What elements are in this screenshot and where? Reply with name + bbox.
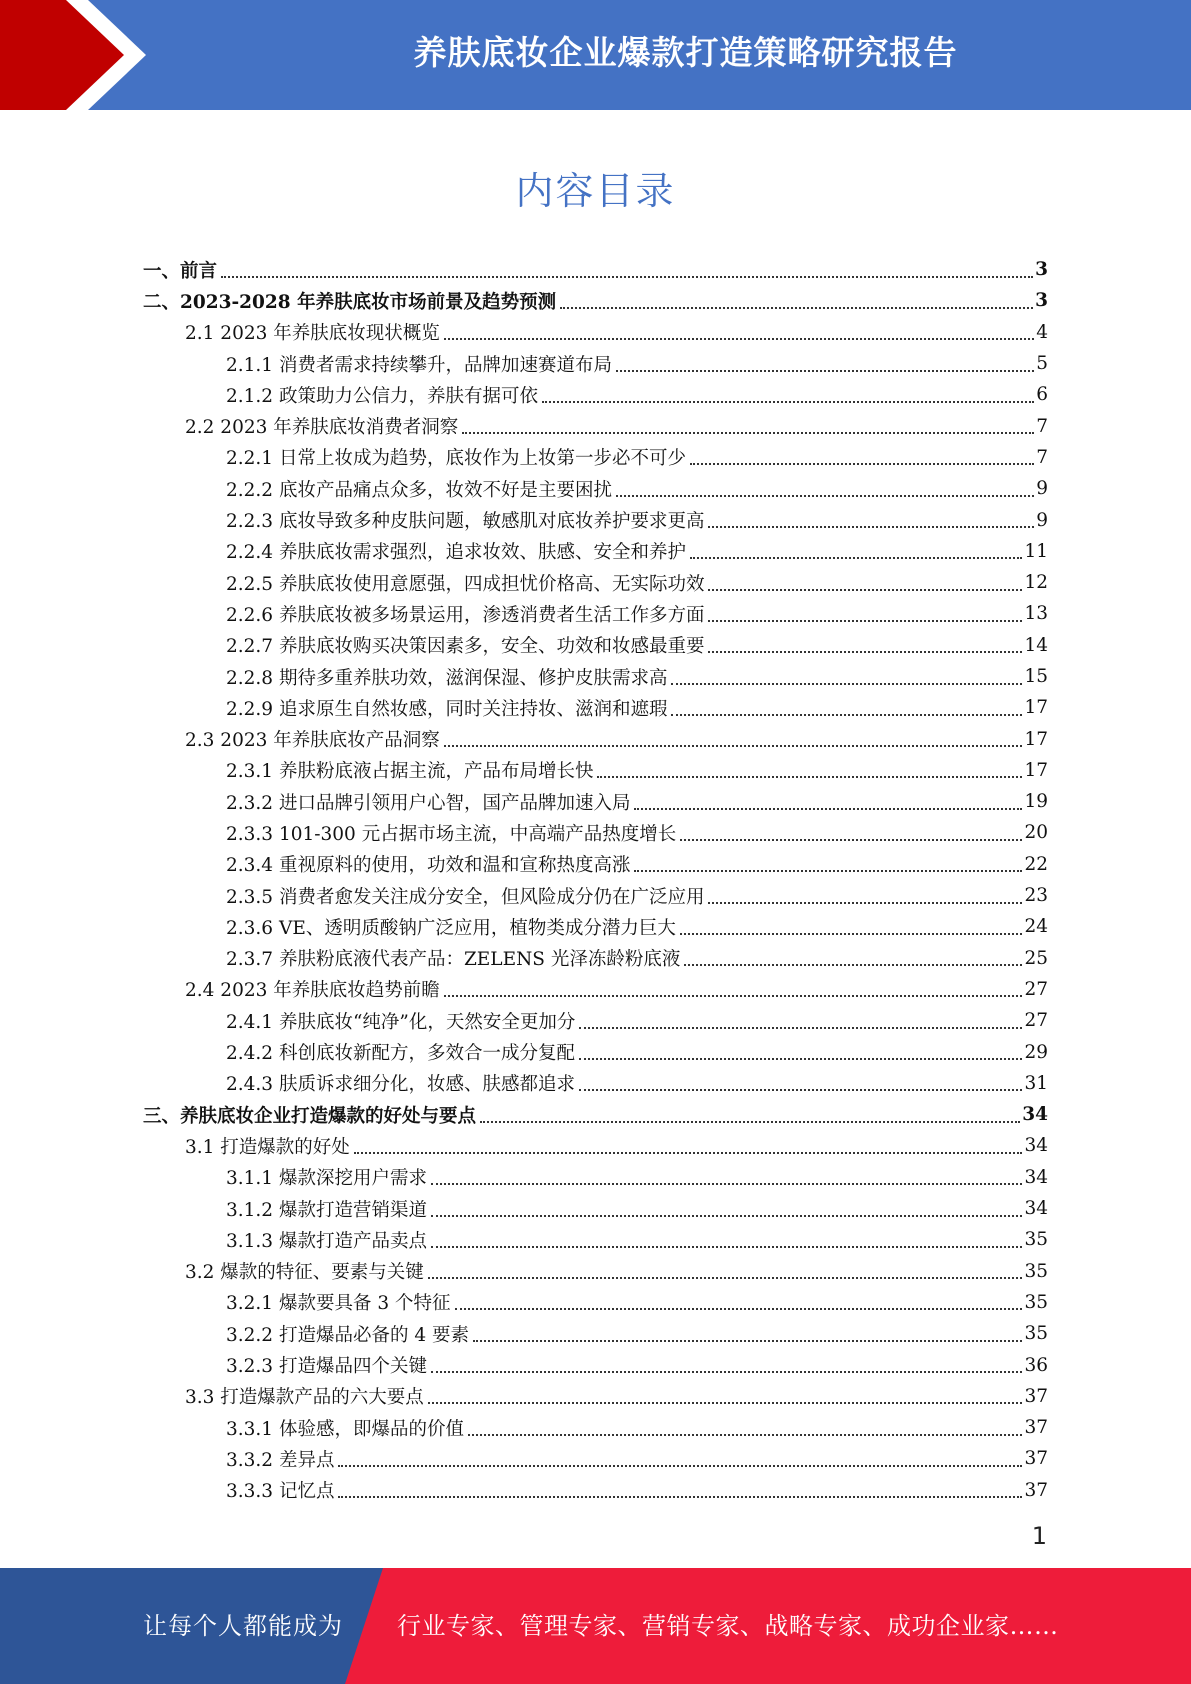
toc-entry-label: 3.2.3 打造爆品四个关键 [226,1356,427,1378]
dot-leader [616,477,1034,497]
toc-entry-label: 3.1 打造爆款的好处 [185,1136,350,1158]
toc-entry[interactable] [0,1162,1191,1193]
toc-entry-label: 2.4 2023 年养肤底妆趋势前瞻 [185,980,440,1002]
toc-entry[interactable] [0,849,1191,880]
dot-leader [455,1290,1023,1310]
toc-entry-page: 22 [1024,853,1048,875]
toc-entry-label: 2.4.2 科创底妆新配方，多效合一成分复配 [226,1043,575,1065]
toc-entry-label: 2.3.7 养肤粉底液代表产品：ZELENS 光泽冻龄粉底液 [226,949,681,971]
toc-entry-label: 3.1.2 爆款打造营销渠道 [226,1199,427,1221]
toc-entry-label: 2.2.6 养肤底妆被多场景运用，渗透消费者生活工作多方面 [226,604,705,626]
toc-entry[interactable] [0,723,1191,754]
toc-entry-page: 34 [1022,1104,1048,1126]
dot-leader [473,1322,1022,1342]
toc-entry-page: 25 [1024,947,1048,969]
toc-entry-label: 2.2.3 底妆导致多种皮肤问题，敏感肌对底妆养护要求更高 [226,511,705,533]
toc-entry-label: 3.3.3 记忆点 [226,1481,335,1503]
toc-entry[interactable] [0,786,1191,817]
toc-entry-page: 12 [1024,572,1048,594]
toc-entry-page: 24 [1024,916,1048,938]
document-title: 养肤底妆企业爆款打造策略研究报告 [413,33,958,72]
toc-entry-page: 15 [1024,666,1048,687]
toc-entry-label: 2.1.1 消费者需求持续攀升，品牌加速赛道布局 [226,354,612,376]
toc-entry-page: 9 [1036,509,1048,531]
dot-leader [616,352,1034,372]
toc-entry-label: 3.3.2 差异点 [226,1449,335,1471]
toc-entry-label: 2.4.3 肤质诉求细分化，妆感、肤感都追求 [226,1074,575,1096]
dot-leader [428,1259,1023,1279]
dot-leader [708,571,1022,591]
toc-entry-label: 2.3 2023 年养肤底妆产品洞察 [185,730,440,752]
dot-leader [354,1134,1023,1154]
toc-entry-page: 5 [1036,353,1048,375]
dot-leader [338,1478,1022,1498]
toc-entry-page: 35 [1024,1229,1048,1251]
toc-entry[interactable] [0,1193,1191,1224]
toc-entry-label: 2.3.6 VE、透明质酸钠广泛应用，植物类成分潜力巨大 [226,917,676,939]
toc-entry-page: 27 [1024,978,1048,1000]
toc-entry-label: 3.2.2 打造爆品必备的 4 要素 [226,1324,469,1346]
dot-leader [468,1416,1022,1436]
toc-entry-page: 6 [1036,384,1048,406]
dot-leader [431,1228,1022,1248]
toc-entry-label: 2.2.9 追求原生自然妆感，同时关注持妆、滋润和遮瑕 [226,698,668,720]
dot-leader [431,1165,1022,1185]
toc-entry[interactable] [0,1381,1191,1412]
red-arrow-decoration [0,0,160,110]
toc-entry[interactable] [0,567,1191,598]
toc-entry-label: 2.2.7 养肤底妆购买决策因素多，安全、功效和妆感最重要 [226,636,705,658]
toc-entry[interactable] [0,1005,1191,1036]
toc-entry[interactable] [0,317,1191,348]
dot-leader [708,602,1022,622]
dot-leader [671,696,1022,716]
dot-leader [542,383,1034,403]
toc-entry-page: 37 [1024,1417,1048,1439]
toc-entry-label: 2.3.4 重视原料的使用，功效和温和宣称热度高涨 [226,855,631,877]
toc-entry[interactable] [0,911,1191,942]
footer-banner [0,1568,1191,1684]
toc-entry-page: 31 [1024,1072,1048,1094]
toc-entry-page: 11 [1024,540,1048,562]
dot-leader [444,320,1034,340]
footer-slogan-right: 行业专家、管理专家、营销专家、战略专家、成功企业家…… [397,1612,1059,1640]
toc-entry-label: 3.3 打造爆款产品的六大要点 [185,1387,424,1409]
toc-entry-page: 13 [1024,603,1048,625]
toc-entry[interactable] [0,630,1191,661]
toc-entry-page: 36 [1024,1354,1048,1376]
dot-leader [671,665,1022,685]
toc-entry-label: 2.2.4 养肤底妆需求强烈，追求妆效、肤感、安全和养护 [226,542,686,564]
dot-leader [431,1197,1022,1217]
toc-entry-page: 14 [1024,634,1048,656]
toc-entry-page: 35 [1024,1323,1048,1345]
dot-leader [579,1040,1022,1060]
dot-leader [597,758,1022,778]
toc-entry-page: 9 [1036,478,1048,500]
dot-leader [680,915,1023,935]
dot-leader [338,1447,1022,1467]
toc-entry[interactable] [0,254,1191,285]
toc-entry-page: 35 [1024,1291,1048,1313]
toc-entry-label: 2.2 2023 年养肤底妆消费者洞察 [185,417,459,439]
toc-entry[interactable] [0,661,1191,692]
dot-leader [684,946,1022,966]
toc-entry-label: 二、2023-2028 年养肤底妆市场前景及趋势预测 [143,291,557,313]
toc-entry[interactable] [0,285,1191,316]
dot-leader [428,1384,1023,1404]
toc-entry[interactable] [0,880,1191,911]
toc-entry[interactable] [0,755,1191,786]
toc-entry-page: 37 [1024,1448,1048,1470]
dot-leader [690,445,1034,465]
toc-entry[interactable] [0,410,1191,441]
toc-entry[interactable] [0,817,1191,848]
toc-entry[interactable] [0,379,1191,410]
toc-entry-label: 2.3.3 101-300 元占据市场主流，中高端产品热度增长 [226,823,677,845]
toc-entry-page: 27 [1024,1010,1048,1032]
toc-entry-page: 35 [1024,1260,1048,1282]
toc-entry-page: 7 [1036,446,1048,468]
dot-leader [634,852,1022,872]
toc-entry[interactable] [0,536,1191,567]
footer-slogan-left: 让每个人都能成为 [143,1612,343,1640]
toc-entry-label: 2.3.5 消费者愈发关注成分安全，但风险成分仍在广泛应用 [226,886,705,908]
dot-leader [444,977,1023,997]
toc-entry[interactable] [0,1036,1191,1067]
toc-entry-label: 2.3.2 进口品牌引领用户心智，国产品牌加速入局 [226,792,631,814]
toc-entry-label: 三、养肤底妆企业打造爆款的好处与要点 [143,1105,477,1127]
dot-leader [680,821,1022,841]
toc-entry[interactable] [0,1475,1191,1506]
toc-entry-page: 17 [1024,697,1048,719]
dot-leader [690,539,1022,559]
toc-entry-label: 2.2.2 底妆产品痛点众多，妆效不好是主要困扰 [226,479,612,501]
page-number: 1 [1031,1522,1047,1550]
dot-leader [431,1353,1022,1373]
dot-leader [444,727,1023,747]
toc-entry-label: 2.2.8 期待多重养肤功效，滋润保湿、修护皮肤需求高 [226,667,668,689]
toc-entry-page: 17 [1024,728,1048,750]
toc-entry-page: 34 [1024,1166,1048,1188]
toc-entry-label: 3.1.3 爆款打造产品卖点 [226,1230,427,1252]
toc-entry-label: 2.1 2023 年养肤底妆现状概览 [185,323,440,345]
dot-leader [221,258,1033,278]
toc-entry-page: 29 [1024,1041,1048,1063]
toc-entry[interactable] [0,943,1191,974]
toc-entry-label: 2.2.1 日常上妆成为趋势，底妆作为上妆第一步必不可少 [226,448,686,470]
toc-entry[interactable] [0,1068,1191,1099]
header-banner [0,0,1191,110]
toc-entry-page: 19 [1024,791,1048,813]
toc-entry-page: 3 [1035,259,1048,281]
toc-entry[interactable] [0,1412,1191,1443]
dot-leader [708,884,1022,904]
toc-entry[interactable] [0,1443,1191,1474]
toc-entry-page: 4 [1036,321,1048,343]
toc-entry[interactable] [0,1318,1191,1349]
toc-entry-label: 2.1.2 政策助力公信力，养肤有据可依 [226,385,538,407]
dot-leader [634,790,1022,810]
toc-entry-page: 23 [1024,885,1048,907]
dot-leader [579,1071,1022,1091]
dot-leader [462,414,1034,434]
toc-entry-label: 3.3.1 体验感，即爆品的价值 [226,1418,464,1440]
toc-entry-page: 34 [1024,1198,1048,1220]
toc-entry-label: 3.2 爆款的特征、要素与关键 [185,1262,424,1284]
toc-heading: 内容目录 [515,169,676,213]
toc-entry-page: 3 [1035,290,1048,312]
toc-entry-page: 20 [1024,822,1048,844]
toc-entry-label: 一、前言 [143,260,218,282]
toc-entry-label: 2.3.1 养肤粉底液占据主流，产品布局增长快 [226,761,594,783]
toc-entry[interactable] [0,504,1191,535]
toc-entry-page: 37 [1024,1385,1048,1407]
dot-leader [708,633,1022,653]
toc-entry-page: 34 [1024,1135,1048,1157]
toc-entry[interactable] [0,473,1191,504]
toc-entry[interactable] [0,974,1191,1005]
toc-entry[interactable] [0,1130,1191,1161]
toc-entry-label: 3.2.1 爆款要具备 3 个特征 [226,1293,451,1315]
toc-entry[interactable] [0,348,1191,379]
dot-leader [560,289,1033,309]
toc-entry[interactable] [0,1256,1191,1287]
toc-entry-label: 3.1.1 爆款深挖用户需求 [226,1168,427,1190]
toc-entry-page: 37 [1024,1479,1048,1501]
toc-entry-page: 17 [1024,759,1048,781]
toc-entry[interactable] [0,442,1191,473]
dot-leader [708,508,1034,528]
toc-entry[interactable] [0,1099,1191,1130]
dot-leader [480,1103,1020,1123]
table-of-contents [0,254,1191,1506]
toc-entry-page: 7 [1036,415,1048,437]
dot-leader [579,1009,1022,1029]
toc-entry[interactable] [0,1224,1191,1255]
toc-entry[interactable] [0,692,1191,723]
toc-entry[interactable] [0,1287,1191,1318]
toc-entry[interactable] [0,1349,1191,1380]
toc-entry-label: 2.4.1 养肤底妆“纯净”化，天然安全更加分 [226,1011,576,1033]
toc-entry-label: 2.2.5 养肤底妆使用意愿强，四成担忧价格高、无实际功效 [226,573,705,595]
toc-entry[interactable] [0,598,1191,629]
